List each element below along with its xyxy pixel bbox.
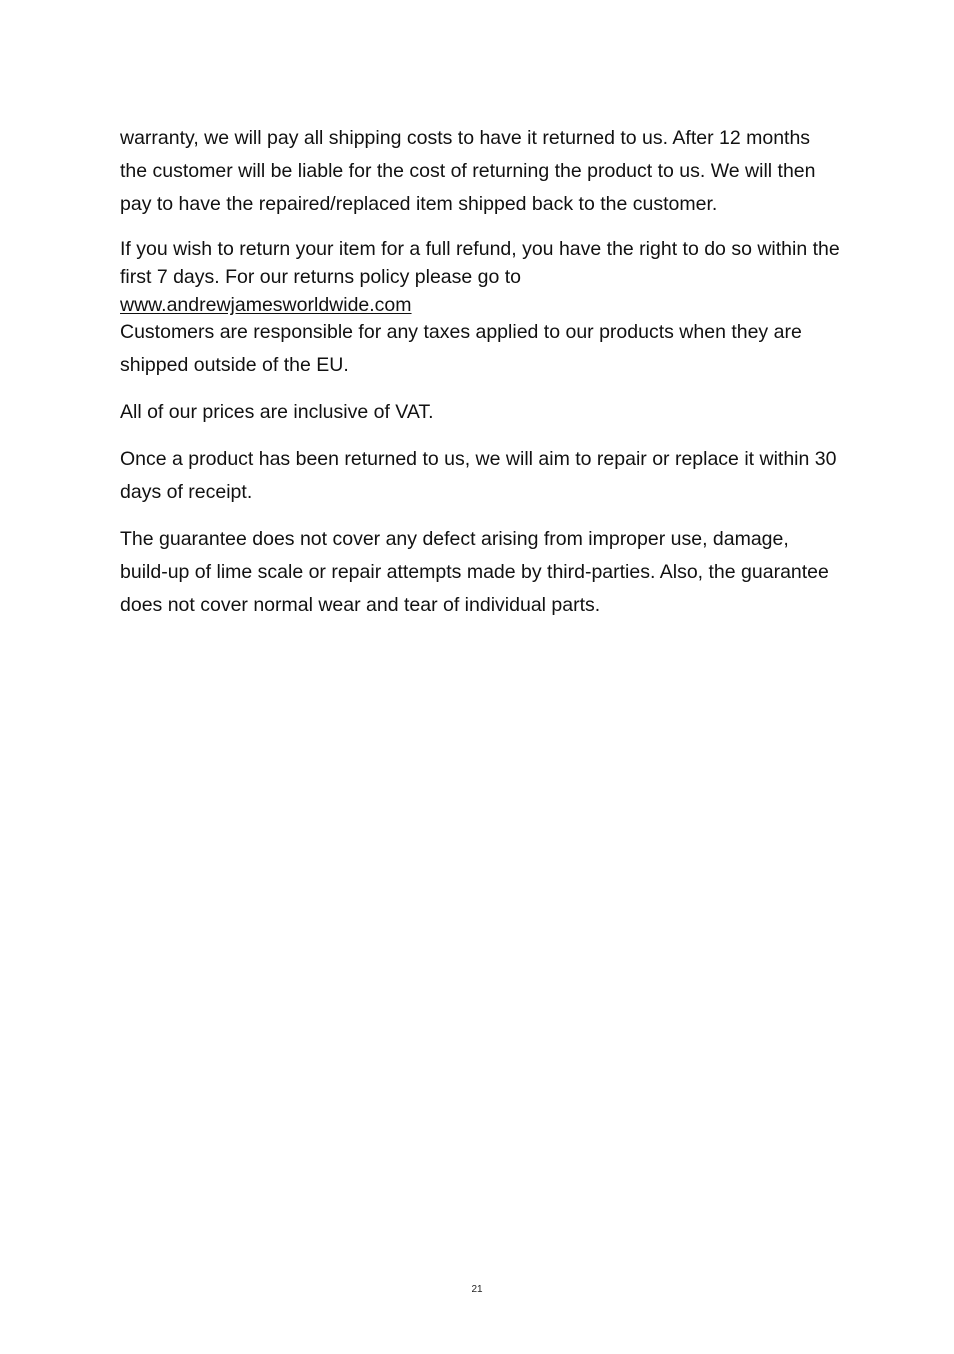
- paragraph-vat: All of our prices are inclusive of VAT.: [120, 401, 434, 423]
- paragraph-taxes: Customers are responsible for any taxes applied to our products when they are shipped outside of the EU.: [120, 321, 802, 376]
- paragraph-refund-link-line: [120, 291, 840, 319]
- paragraph-gap: [120, 429, 840, 443]
- paragraph-guarantee-exclusions: The guarantee does not cover any defect arising from improper use, damage, build-up of lime scale or repair attempts made by third-parties. Also, the guarantee does not cover normal wear and tear of individual parts.: [120, 528, 829, 616]
- paragraph-warranty-shipping: warranty, we will pay all shipping costs to have it returned to us. After 12 months the customer will be liable for the cost of returning the product to us. We will then pay to have the repaired/replaced item shipped back to the customer.: [120, 127, 816, 215]
- returns-policy-link[interactable]: www.andrewjamesworldwide.com: [120, 294, 412, 316]
- paragraph-refund-intro: If you wish to return your item for a full refund, you have the right to do so within the first 7 days. For our returns policy please go to: [120, 238, 840, 288]
- paragraph-gap: [120, 509, 840, 523]
- paragraph-gap: [120, 221, 840, 235]
- document-body: [120, 122, 840, 622]
- paragraph-gap: [120, 382, 840, 396]
- page-number: 21: [471, 1284, 483, 1295]
- paragraph-repair-timeframe: Once a product has been returned to us, we will aim to repair or replace it within 30 days of receipt.: [120, 448, 837, 503]
